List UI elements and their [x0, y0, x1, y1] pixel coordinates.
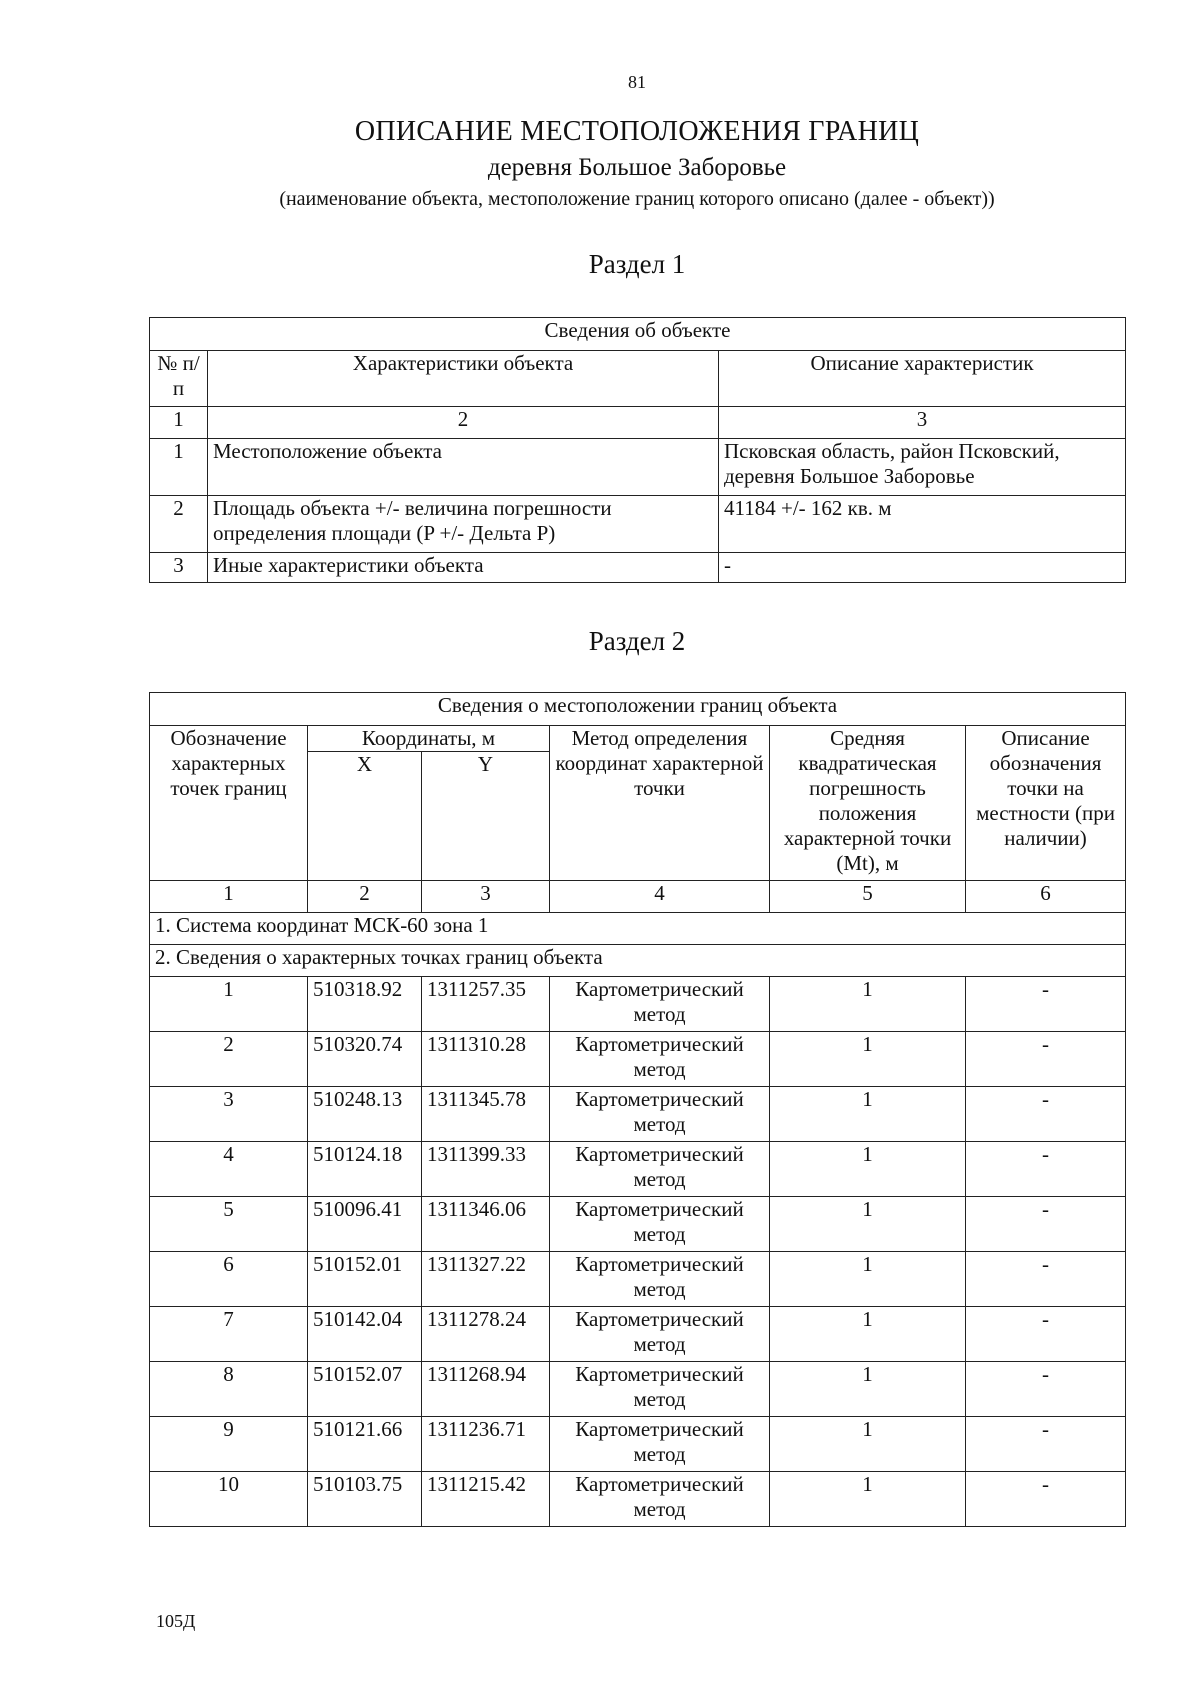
point-error: 1 [770, 977, 966, 1032]
column-header-description: Описание обозначения точки на местности (при наличии) [966, 726, 1126, 881]
point-description: - [966, 1417, 1126, 1472]
table-row [150, 1197, 1126, 1252]
column-number: 3 [719, 407, 1126, 439]
point-y: 1311345.78 [422, 1087, 550, 1142]
point-description: - [966, 1307, 1126, 1362]
point-id: 6 [150, 1252, 308, 1307]
table-row [150, 1087, 1126, 1142]
point-x: 510248.13 [308, 1087, 422, 1142]
point-y: 1311327.22 [422, 1252, 550, 1307]
point-method: Картометрический метод [550, 977, 770, 1032]
point-method: Картометрический метод [550, 1087, 770, 1142]
point-id: 5 [150, 1197, 308, 1252]
point-y: 1311346.06 [422, 1197, 550, 1252]
point-y: 1311268.94 [422, 1362, 550, 1417]
point-x: 510152.07 [308, 1362, 422, 1417]
row-description: 41184 +/- 162 кв. м [719, 496, 1126, 553]
point-x: 510103.75 [308, 1472, 422, 1527]
column-header-number: № п/п [150, 351, 208, 407]
document-title: ОПИСАНИЕ МЕСТОПОЛОЖЕНИЯ ГРАНИЦ [354, 116, 920, 147]
point-y: 1311215.42 [422, 1472, 550, 1527]
table-row [150, 439, 1126, 496]
point-x: 510124.18 [308, 1142, 422, 1197]
table-title: Сведения об объекте [150, 318, 1126, 351]
table-row [150, 1252, 1126, 1307]
point-method: Картометрический метод [550, 1032, 770, 1087]
point-error: 1 [770, 1197, 966, 1252]
point-error: 1 [770, 1087, 966, 1142]
point-description: - [966, 977, 1126, 1032]
point-description: - [966, 1087, 1126, 1142]
point-method: Картометрический метод [550, 1472, 770, 1527]
column-number: 3 [422, 881, 550, 913]
column-number: 1 [150, 407, 208, 439]
boundary-points-table [149, 692, 1126, 1527]
point-error: 1 [770, 1307, 966, 1362]
point-method: Картометрический метод [550, 1417, 770, 1472]
point-x: 510152.01 [308, 1252, 422, 1307]
row-number: 2 [150, 496, 208, 553]
point-method: Картометрический метод [550, 1362, 770, 1417]
row-description: - [719, 553, 1126, 583]
point-id: 1 [150, 977, 308, 1032]
table-row [150, 553, 1126, 583]
table-row [150, 977, 1126, 1032]
table-title: Сведения о местоположении границ объекта [150, 693, 1126, 726]
column-header-method: Метод определения координат характерной точки [550, 726, 770, 881]
column-header-error: Средняя квадратическая погрешность положения характерной точки (Mt), м [770, 726, 966, 881]
table-row [150, 1362, 1126, 1417]
point-id: 8 [150, 1362, 308, 1417]
column-number: 6 [966, 881, 1126, 913]
column-header-point: Обозначение характерных точек границ [150, 726, 308, 881]
column-number-row [150, 407, 1126, 439]
points-body [150, 977, 1126, 1527]
table-title-row [150, 318, 1126, 351]
table-row [150, 1142, 1126, 1197]
table-row [150, 1307, 1126, 1362]
point-x: 510096.41 [308, 1197, 422, 1252]
column-header-description: Описание характеристик [719, 351, 1126, 407]
point-id: 4 [150, 1142, 308, 1197]
point-error: 1 [770, 1472, 966, 1527]
column-number: 2 [308, 881, 422, 913]
table-row [150, 496, 1126, 553]
object-name-caption: (наименование объекта, местоположение границ которого описано (далее - объект)) [279, 188, 995, 210]
column-number: 2 [208, 407, 719, 439]
point-x: 510142.04 [308, 1307, 422, 1362]
point-id: 10 [150, 1472, 308, 1527]
column-header-characteristic: Характеристики объекта [208, 351, 719, 407]
coordinate-system: 1. Система координат МСК-60 зона 1 [150, 913, 1126, 945]
point-id: 2 [150, 1032, 308, 1087]
point-method: Картометрический метод [550, 1252, 770, 1307]
point-x: 510121.66 [308, 1417, 422, 1472]
points-section-row [150, 945, 1126, 977]
section2-heading: Раздел 2 [588, 626, 686, 656]
point-id: 7 [150, 1307, 308, 1362]
row-characteristic: Площадь объекта +/- величина погрешности определения площади (P +/- Дельта P) [208, 496, 719, 553]
point-id: 9 [150, 1417, 308, 1472]
table-header-row [150, 726, 1126, 752]
column-header-y: Y [422, 752, 550, 881]
point-description: - [966, 1472, 1126, 1527]
point-error: 1 [770, 1417, 966, 1472]
object-name: деревня Большое Заборовье [487, 154, 787, 181]
point-error: 1 [770, 1252, 966, 1307]
point-y: 1311236.71 [422, 1417, 550, 1472]
point-description: - [966, 1197, 1126, 1252]
table-row [150, 1417, 1126, 1472]
column-number: 5 [770, 881, 966, 913]
point-error: 1 [770, 1362, 966, 1417]
point-description: - [966, 1032, 1126, 1087]
point-error: 1 [770, 1032, 966, 1087]
column-number-row [150, 881, 1126, 913]
point-method: Картометрический метод [550, 1197, 770, 1252]
point-description: - [966, 1362, 1126, 1417]
row-characteristic: Местоположение объекта [208, 439, 719, 496]
coordinate-system-row [150, 913, 1126, 945]
column-header-coordinates: Координаты, м [308, 726, 550, 752]
point-y: 1311399.33 [422, 1142, 550, 1197]
table-row [150, 1472, 1126, 1527]
page-number: 81 [628, 72, 646, 92]
point-y: 1311278.24 [422, 1307, 550, 1362]
table-title-row [150, 693, 1126, 726]
table-header-row [150, 351, 1126, 407]
row-number: 3 [150, 553, 208, 583]
column-number: 4 [550, 881, 770, 913]
point-description: - [966, 1142, 1126, 1197]
section1-heading: Раздел 1 [588, 249, 686, 279]
table-row [150, 1032, 1126, 1087]
row-description: Псковская область, район Псковский, деревня Большое Заборовье [719, 439, 1126, 496]
column-number: 1 [150, 881, 308, 913]
point-method: Картометрический метод [550, 1142, 770, 1197]
row-number: 1 [150, 439, 208, 496]
point-x: 510318.92 [308, 977, 422, 1032]
object-info-table [149, 317, 1126, 583]
points-section-title: 2. Сведения о характерных точках границ объекта [150, 945, 1126, 977]
footer-code: 105Д [156, 1611, 196, 1631]
point-y: 1311257.35 [422, 977, 550, 1032]
point-description: - [966, 1252, 1126, 1307]
point-y: 1311310.28 [422, 1032, 550, 1087]
point-id: 3 [150, 1087, 308, 1142]
point-method: Картометрический метод [550, 1307, 770, 1362]
row-characteristic: Иные характеристики объекта [208, 553, 719, 583]
column-header-x: X [308, 752, 422, 881]
point-error: 1 [770, 1142, 966, 1197]
point-x: 510320.74 [308, 1032, 422, 1087]
